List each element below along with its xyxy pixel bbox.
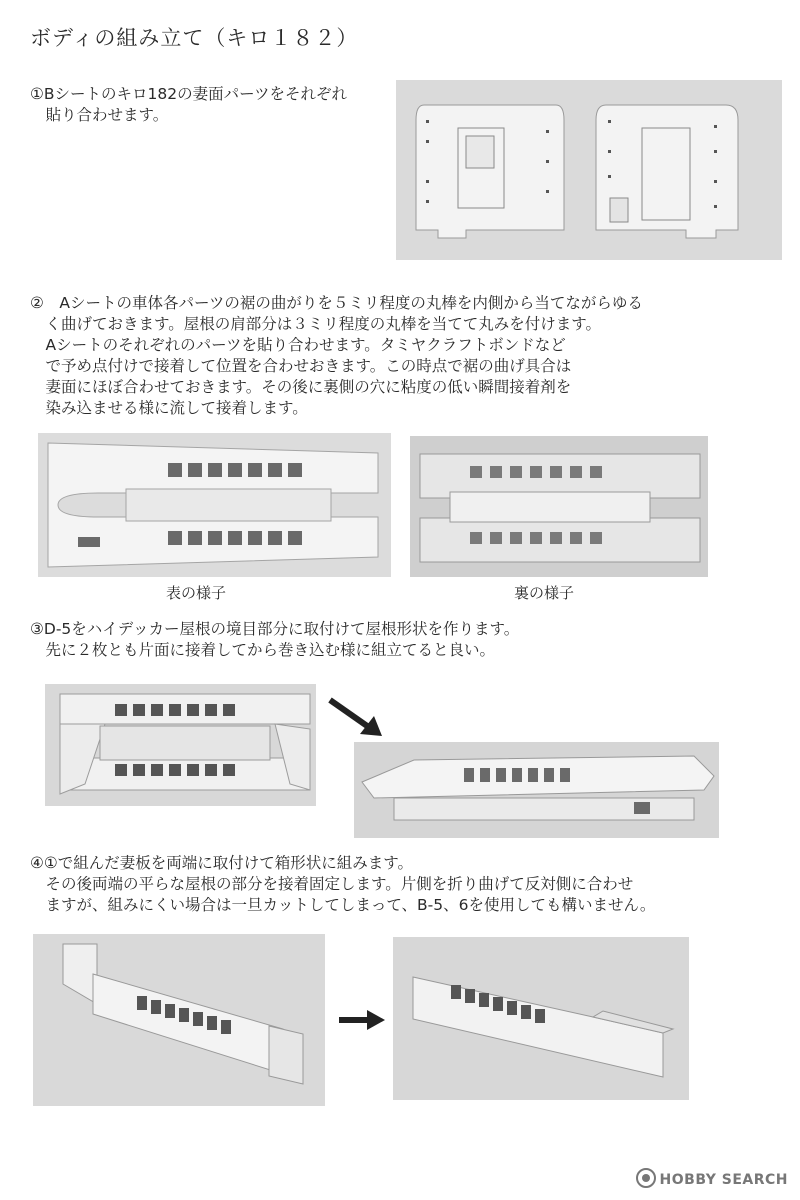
page-title: ボディの組み立て（キロ１８２）: [30, 26, 359, 50]
watermark: [636, 1168, 788, 1188]
step-3-photo-before: [45, 684, 316, 806]
caption-back: 裏の様子: [514, 584, 575, 602]
hobbysearch-logo-icon: [636, 1168, 656, 1188]
step-2-text: ② Aシートの車体各パーツの裾の曲がりを５ミリ程度の丸棒を内側から当てながらゆる く曲げておきます。屋根の肩部分は３ミリ程度の丸棒を当てて丸みを付けます。 Aシートのそれぞれのパーツを貼り合わせます。タミヤクラフトボンドなど で予め点付けで接着して位置を合わせおきます。この時点で裾の曲げ具合は 妻面にほぼ合わせておきます。その後に裏側の穴に粘度の低い瞬間接着剤を 染み込ませる様に流して接着します。: [30, 294, 643, 417]
step-1-photo-end-panels: [396, 80, 782, 260]
caption-front: 表の様子: [166, 584, 227, 602]
step-4-arrow-icon: [337, 1008, 387, 1032]
step-4-photo-box: [393, 937, 689, 1100]
step-3-text: ③D-5をハイデッカー屋根の境目部分に取付けて屋根形状を作ります。 先に２枚とも片面に接着してから巻き込む様に組立てると良い。: [30, 620, 520, 659]
step-2-photo-back: [410, 436, 708, 577]
step-1-text: ①Bシートのキロ182の妻面パーツをそれぞれ 貼り合わせます。: [30, 85, 347, 124]
step-3-photo-after: [354, 742, 719, 838]
step-3-arrow-icon: [326, 696, 386, 738]
step-4-text: ④①で組んだ妻板を両端に取付けて箱形状に組みます。 その後両端の平らな屋根の部分を接着固定します。片側を折り曲げて反対側に合わせ ますが、組みにくい場合は一旦カットしてしまって、B-5、6を使用しても構いません。: [30, 854, 656, 914]
step-4-photo-assembly: [33, 934, 325, 1106]
step-2-photo-front: [38, 433, 391, 577]
watermark-text: HOBBY SEARCH: [659, 1172, 788, 1188]
